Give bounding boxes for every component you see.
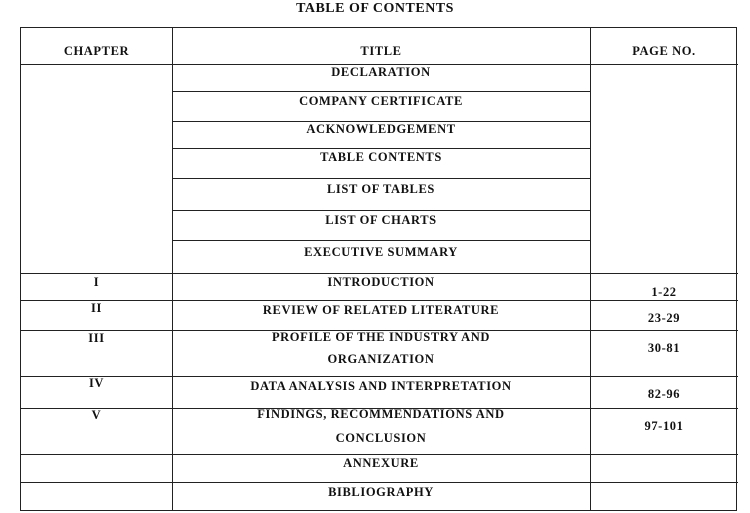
chapter-page-range: 97-101 (644, 419, 684, 433)
chapter-number: II (91, 301, 102, 315)
row-divider (172, 210, 590, 211)
document-title: TABLE OF CONTENTS (296, 1, 454, 16)
header-page-no: PAGE NO. (632, 44, 696, 58)
toc-entry-company-certificate: COMPANY CERTIFICATE (299, 94, 463, 108)
toc-entry-list-of-tables: LIST OF TABLES (327, 182, 435, 196)
chapter-number: IV (88, 376, 105, 390)
chapter-number: III (88, 331, 105, 345)
chapter-page-range: 1-22 (651, 285, 677, 299)
toc-entry-annexure: ANNEXURE (343, 456, 419, 470)
toc-entry-bibliography: BIBLIOGRAPHY (328, 485, 434, 499)
toc-entry-table-contents: TABLE CONTENTS (320, 150, 442, 164)
row-divider (172, 240, 590, 241)
header-chapter: CHAPTER (63, 44, 130, 58)
toc-table (20, 27, 737, 511)
column-divider-title-page (590, 28, 591, 510)
chapter-title-line-2: ORGANIZATION (327, 352, 435, 366)
row-divider (172, 178, 590, 179)
row-divider (21, 454, 738, 455)
row-divider (21, 482, 738, 483)
row-divider (172, 148, 590, 149)
toc-entry-declaration: DECLARATION (331, 65, 431, 79)
chapter-title-line-1: PROFILE OF THE INDUSTRY AND (271, 330, 491, 344)
chapter-title: REVIEW OF RELATED LITERATURE (262, 303, 500, 317)
row-divider (172, 91, 590, 92)
chapter-page-range: 82-96 (647, 387, 681, 401)
chapter-page-range: 30-81 (647, 341, 681, 355)
toc-entry-executive-summary: EXECUTIVE SUMMARY (304, 245, 458, 259)
chapter-title: DATA ANALYSIS AND INTERPRETATION (250, 379, 512, 393)
chapter-page-range: 23-29 (647, 311, 681, 325)
chapter-title: INTRODUCTION (327, 275, 435, 289)
chapter-title-line-1: FINDINGS, RECOMMENDATIONS AND (257, 407, 505, 421)
header-title: TITLE (360, 44, 402, 58)
toc-entry-list-of-charts: LIST OF CHARTS (325, 213, 437, 227)
row-divider (21, 273, 738, 274)
chapter-number: I (93, 275, 100, 289)
chapter-title-line-2: CONCLUSION (335, 431, 427, 445)
toc-entry-acknowledgement: ACKNOWLEDGEMENT (306, 122, 456, 136)
chapter-number: V (91, 408, 102, 422)
